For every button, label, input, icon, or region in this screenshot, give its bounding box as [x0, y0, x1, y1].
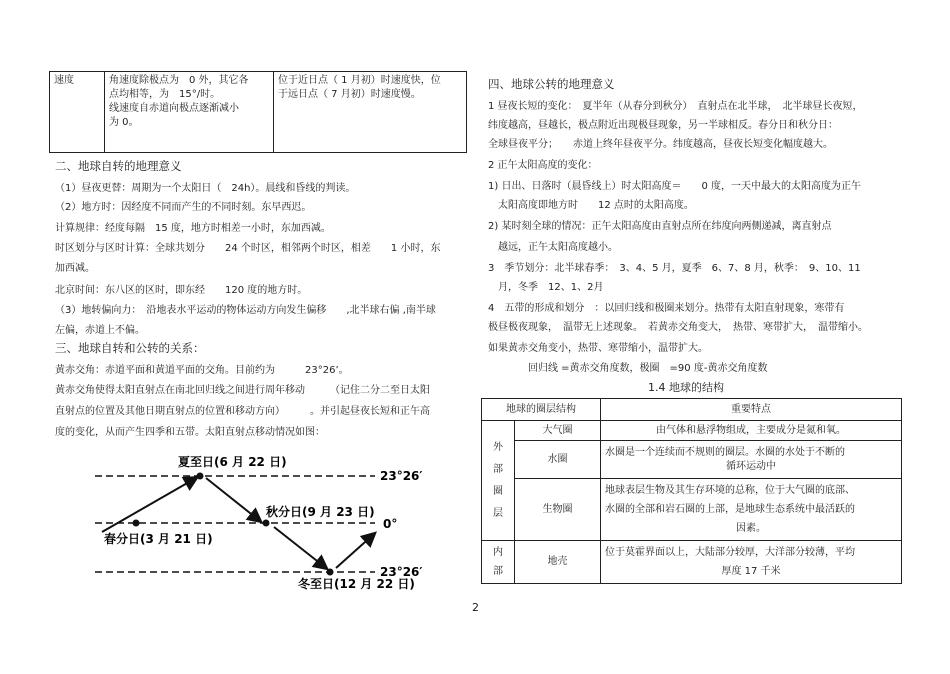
- structure-header-feature: 重要特点: [601, 399, 902, 421]
- south-latitude-label: 23°26′: [380, 565, 423, 579]
- atmosphere-desc: 由气体和悬浮物组成，主要成分是氮和氧。: [601, 421, 902, 441]
- text-line: 1) 日出、日落时（晨昏线上）时太阳高度＝ 0 度，一天中最大的太阳高度为正午: [488, 181, 861, 192]
- arrow-winter-to-spring: [336, 534, 374, 568]
- text-line: 2 正午太阳高度的变化：: [488, 160, 598, 171]
- structure-header-layer: 地球的圈层结构: [482, 399, 601, 421]
- section-2-title: 二、地球自转的地理意义: [55, 159, 182, 173]
- text-line: 回归线 =黄赤交角度数，极圈 =90 度-黄赤交角度数: [488, 363, 768, 374]
- arrow-summer-to-autumn: [206, 478, 260, 521]
- text-line: 度的变化，从而产生四季和五带。太阳直射点移动情况如图：: [55, 427, 325, 438]
- text-line: 左偏，赤道上不偏。: [55, 325, 145, 336]
- text-line: 黄赤交角：赤道平面和黄道平面的交角。目前约为 23°26’。: [55, 365, 349, 376]
- crust-desc: 位于莫霍界面以上，大陆部分较厚，大洋部分较薄，平均 厚度 17 千米: [601, 541, 902, 584]
- text-line: 纬度越高，昼越长，极点附近出现极昼现象，另一半球相反。春分日和秋分日：: [488, 120, 838, 131]
- crust-cell: 地壳: [515, 541, 601, 584]
- text-line: 太阳高度即地方时 12 点时的太阳高度。: [488, 200, 694, 211]
- text-line: 全球昼夜平分； 赤道上终年昼夜平分。纬度越高，昼夜长短变化幅度越大。: [488, 139, 833, 150]
- text-line: 2) 某时刻全球的情况：正午太阳高度由直射点所在纬度向两侧递减，离直射点: [488, 221, 832, 232]
- section-4-title: 四、地球公转的地理意义: [488, 77, 615, 91]
- summer-solstice-point: [197, 473, 204, 480]
- revolution-line: 位于近日点（ 1 月初）时速度快，位: [278, 75, 441, 86]
- inner-layer-label: 内 部: [482, 541, 515, 584]
- summer-solstice-label: 夏至日(6 月 22 日): [178, 455, 287, 469]
- atmosphere-cell: 大气圈: [515, 421, 601, 441]
- biosphere-desc: 地球表层生物及其生存环境的总称，位于大气圈的底部、 水圈的全部和岩石圈的上部，是地球生态系统中最活跃的 因素。: [601, 479, 902, 541]
- arrow-autumn-to-winter: [274, 527, 326, 568]
- text-line: 时区划分与区时计算：全球共划分 24 个时区，相邻两个时区，相差 1 小时，东: [55, 243, 441, 254]
- hydrosphere-desc: 水圈是一个连续而不规则的圈层。水圈的水处于不断的 循环运动中: [601, 441, 902, 479]
- text-line: 加西减。: [55, 263, 95, 274]
- text-line: 4 五带的形成和划分 ：以回归线和极圈来划分。热带有太阳直射现象，寒带有: [488, 303, 845, 314]
- winter-solstice-label: 冬至日(12 月 22 日): [298, 577, 415, 591]
- revolution-speed-cell: [274, 72, 467, 153]
- page-number: 2: [472, 601, 479, 614]
- arrow-spring-to-summer: [102, 478, 196, 532]
- rotation-line: 点均相等，为 15°/时。: [109, 89, 221, 100]
- north-latitude-label: 23°26′: [380, 469, 423, 483]
- biosphere-cell: 生物圈: [515, 479, 601, 541]
- text-line: 黄赤交角使得太阳直射点在南北回归线之间进行周年移动 （记住二分二至日太阳: [55, 385, 430, 396]
- spring-equinox-point: [133, 520, 140, 527]
- text-line: 直射点的位置及其他日期直射点的位置和移动方向） 。并引起昼夜长短和正午高: [55, 406, 430, 417]
- rotation-line: 为 0。: [109, 117, 139, 128]
- rotation-speed-cell: [105, 72, 274, 153]
- text-line: 1 昼夜长短的变化： 夏半年（从春分到秋分） 直射点在北半球， 北半球昼长夜短，: [488, 101, 863, 112]
- equator-label: 0°: [383, 517, 398, 531]
- hydrosphere-cell: 水圈: [515, 441, 601, 479]
- text-line: 越远，正午太阳高度越小。: [488, 242, 618, 253]
- speed-table: [49, 71, 467, 153]
- revolution-line: 于远日点（ 7 月初）时速度慢。: [278, 89, 421, 100]
- autumn-equinox-point: [263, 520, 270, 527]
- text-line: （1）昼夜更替：周期为一个太阳日（ 24h）。晨线和昏线的判读。: [55, 183, 356, 194]
- text-line: 如果黄赤交角变小，热带、寒带缩小，温带扩大。: [488, 343, 708, 354]
- winter-solstice-point: [327, 569, 334, 576]
- text-line: 月，冬季 12、1、2月: [488, 282, 604, 293]
- structure-title: 1.4 地球的结构: [648, 381, 724, 394]
- text-line: （3）地转偏向力： 沿地表水平运动的物体运动方向发生偏移 ,北半球右偏 ,南半球: [55, 305, 436, 316]
- text-line: 计算规律：经度每隔 15 度，地方时相差一小时，东加西减。: [55, 223, 331, 234]
- section-3-title: 三、地球自转和公转的关系：: [55, 341, 205, 355]
- text-line: 3 季节划分：北半球春季： 3、4、5 月，夏季 6、7、8 月，秋季： 9、10、11: [488, 263, 861, 274]
- text-line: 极昼极夜现象， 温带无上述现象。 若黄赤交角变大， 热带、寒带扩大， 温带缩小。: [488, 322, 868, 333]
- text-line: 北京时间：东八区的区时，即东经 120 度的地方时。: [55, 285, 308, 296]
- rotation-line: 角速度除极点为 0 外，其它各: [109, 75, 249, 86]
- text-line: （2）地方时：因经度不同而产生的不同时刻。东早西迟。: [55, 202, 312, 213]
- subsolar-point-diagram: [90, 448, 460, 596]
- autumn-equinox-label: 秋分日(9 月 23 日): [266, 505, 375, 519]
- spring-equinox-label: 春分日(3 月 21 日): [104, 532, 213, 546]
- earth-structure-table: [481, 398, 902, 584]
- rotation-line: 线速度自赤道向极点逐渐减小: [109, 103, 239, 114]
- speed-label: 速度: [50, 72, 105, 153]
- outer-layer-label: 外 部 圈 层: [482, 421, 515, 541]
